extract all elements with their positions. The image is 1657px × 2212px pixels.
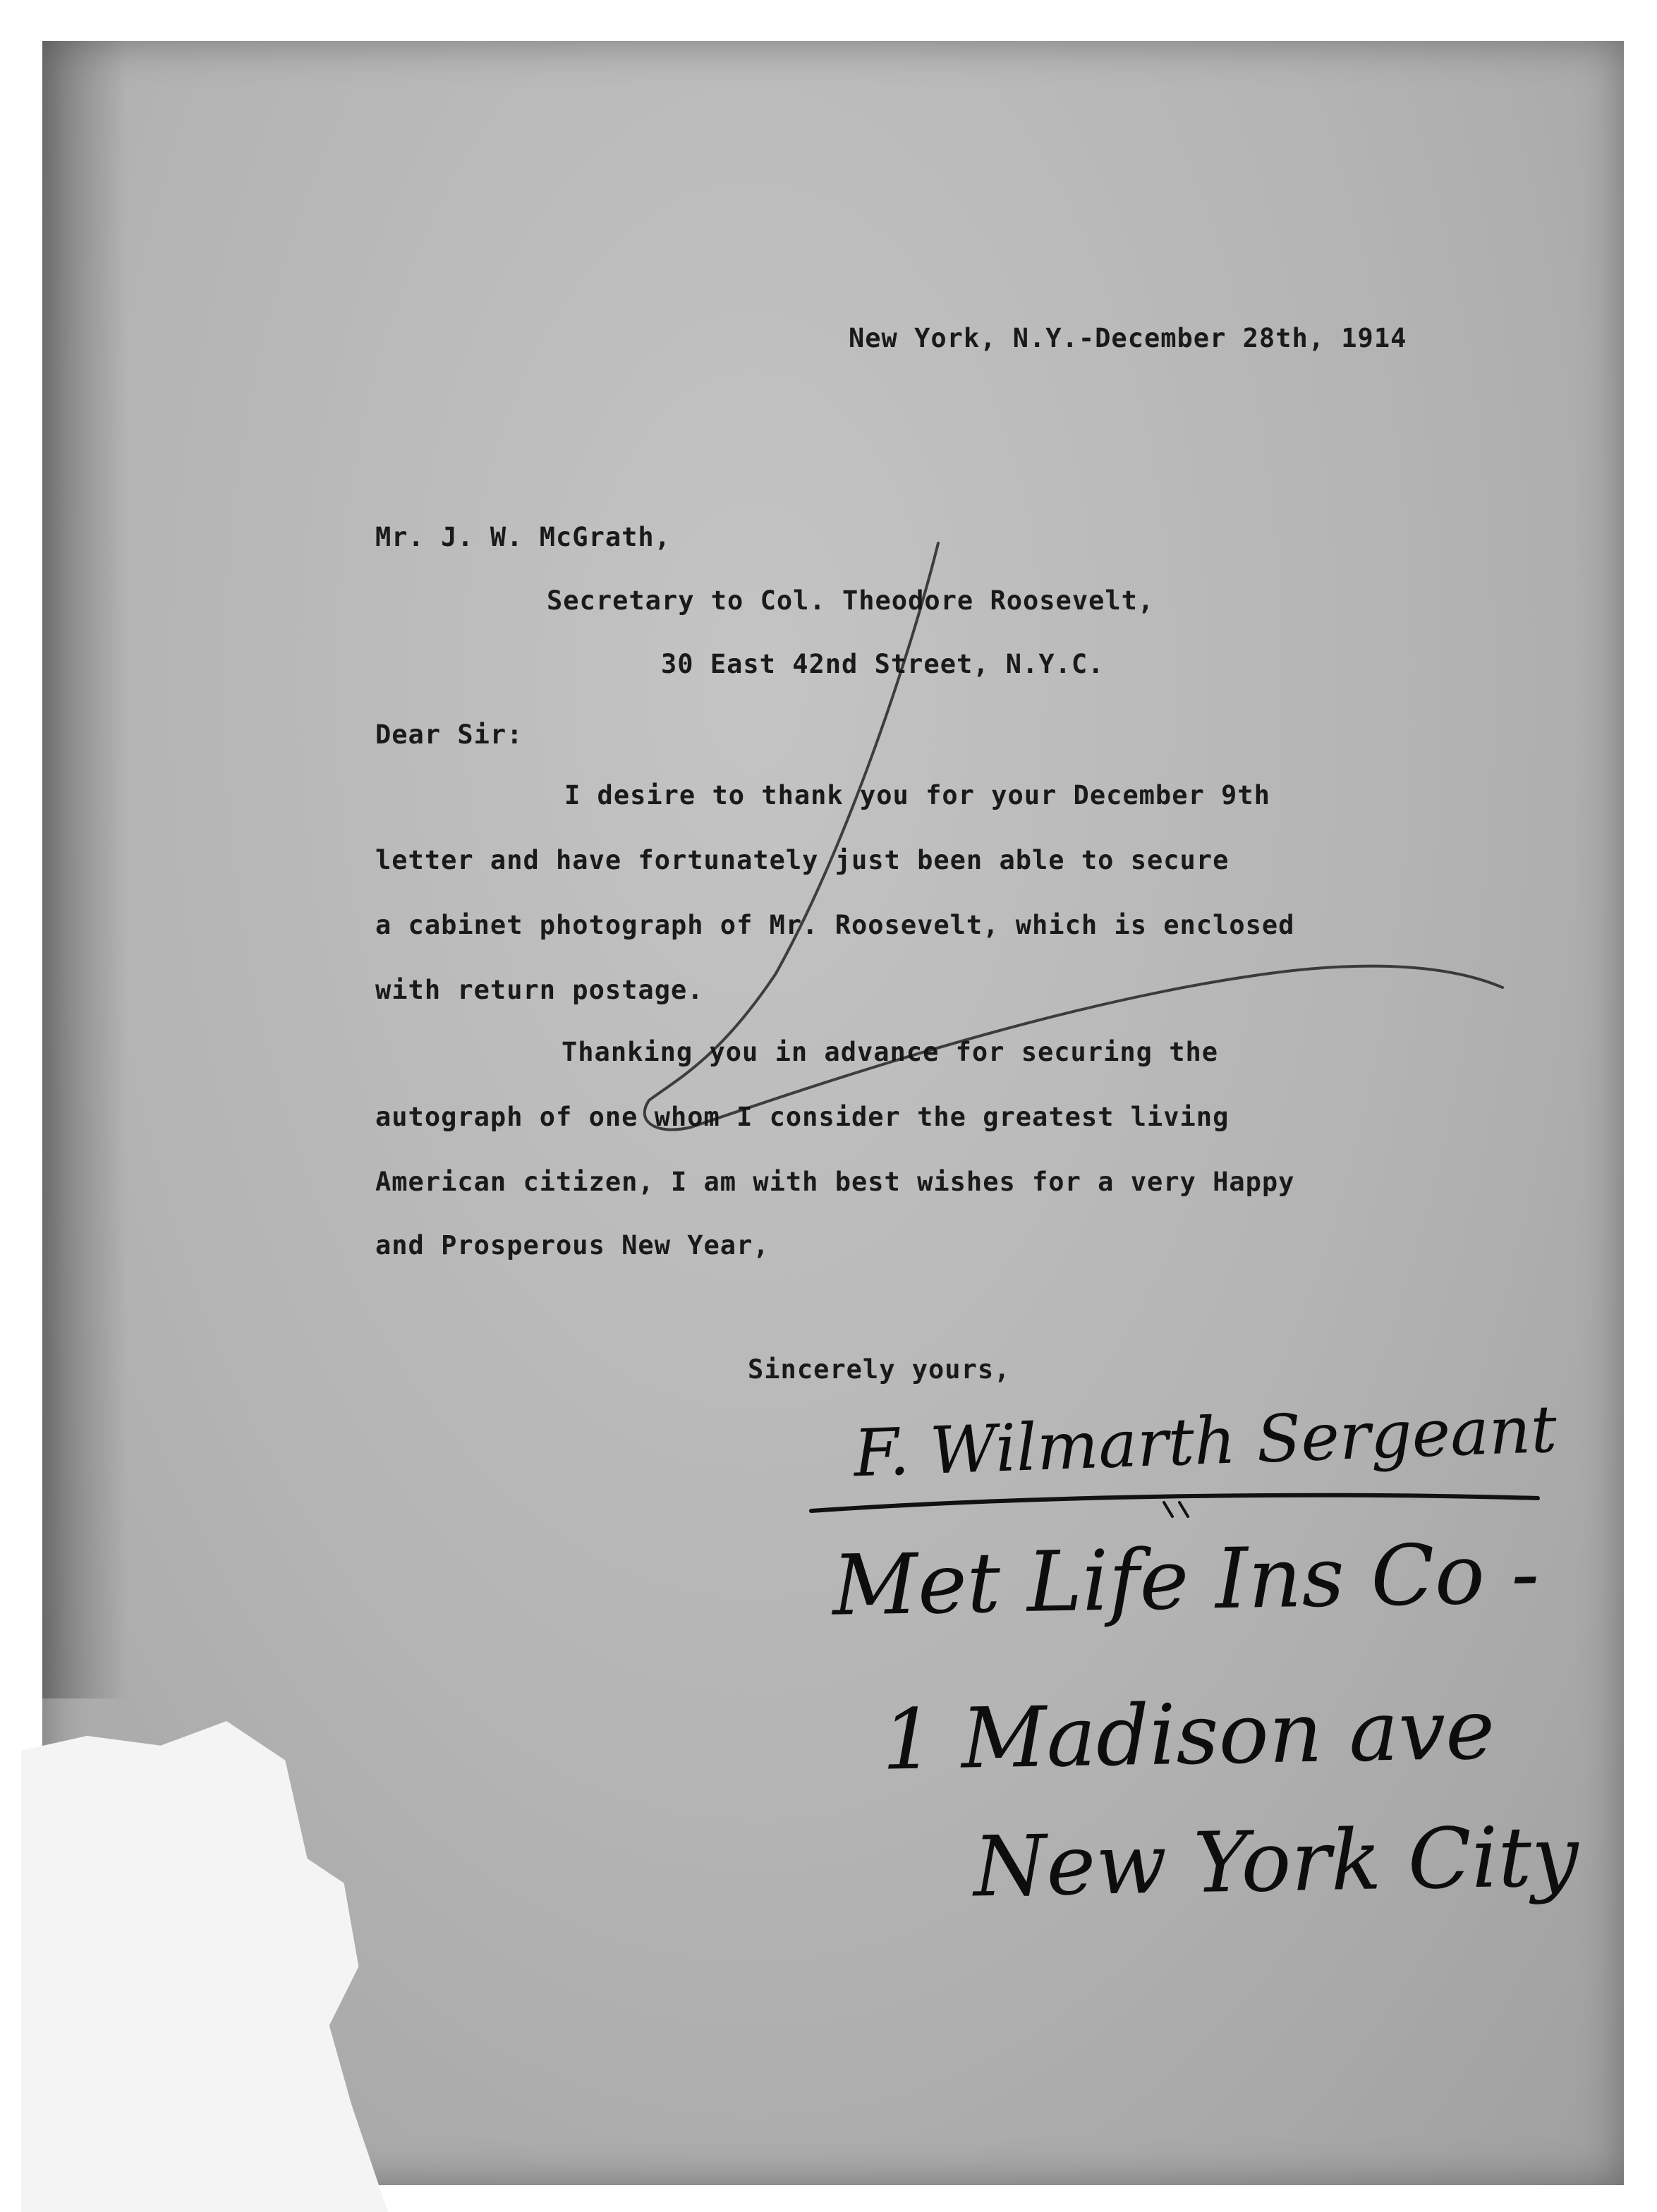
dateline: New York, N.Y.-December 28th, 1914 bbox=[849, 323, 1407, 353]
body-line-8: and Prosperous New Year, bbox=[375, 1230, 770, 1260]
sheet-shadow bbox=[42, 41, 127, 1699]
recipient-title: Secretary to Col. Theodore Roosevelt, bbox=[547, 585, 1155, 616]
body-line-4: with return postage. bbox=[375, 975, 704, 1005]
handwritten-address-line-1: Met Life Ins Co - bbox=[831, 1524, 1541, 1634]
recipient-address: 30 East 42nd Street, N.Y.C. bbox=[661, 649, 1105, 679]
signature: F. Wilmarth Sergeant bbox=[852, 1391, 1558, 1492]
body-line-5: Thanking you in advance for securing the bbox=[562, 1037, 1219, 1067]
closing: Sincerely yours, bbox=[748, 1354, 1011, 1385]
handwritten-address-line-2: 1 Madison ave bbox=[880, 1680, 1496, 1789]
salutation: Dear Sir: bbox=[375, 719, 523, 750]
body-line-3: a cabinet photograph of Mr. Roosevelt, which is enclosed bbox=[375, 910, 1295, 940]
body-line-2: letter and have fortunately just been able to secure bbox=[375, 845, 1230, 875]
body-line-6: autograph of one whom I consider the greatest living bbox=[375, 1102, 1230, 1132]
body-line-7: American citizen, I am with best wishes for a very Happy bbox=[375, 1167, 1295, 1197]
body-line-1: I desire to thank you for your December 9th bbox=[564, 780, 1270, 810]
scan-margin bbox=[1629, 0, 1657, 2212]
handwritten-address-line-3: New York City bbox=[972, 1807, 1579, 1916]
recipient-name: Mr. J. W. McGrath, bbox=[375, 522, 671, 552]
